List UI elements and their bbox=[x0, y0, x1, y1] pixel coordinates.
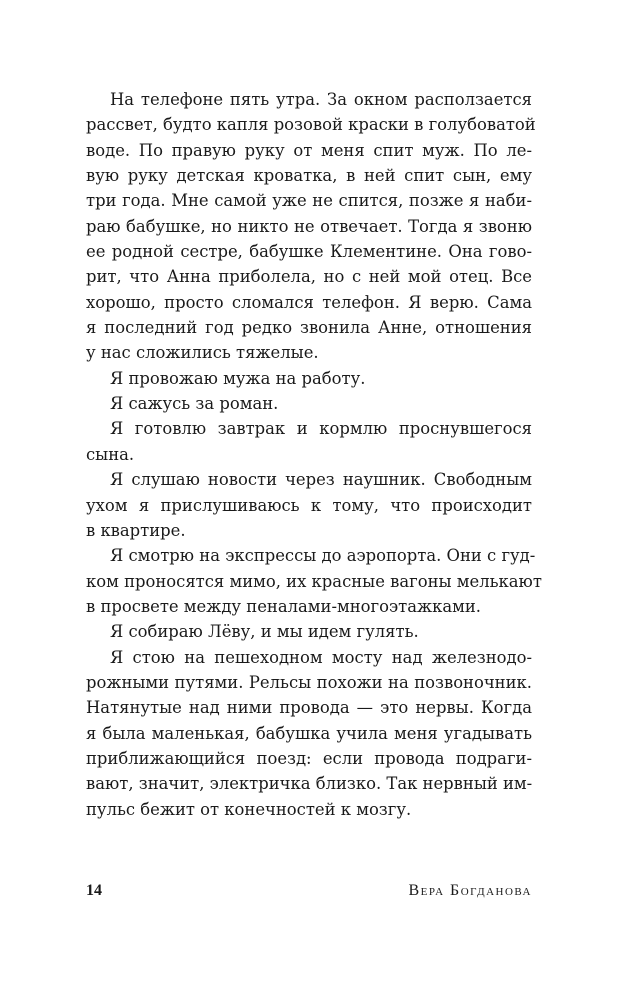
text-line: Я стою на пешеходном мосту над железнодо- bbox=[110, 647, 532, 667]
text-line: Я слушаю новости через наушник. Свободным bbox=[110, 470, 532, 490]
text-line: Я провожаю мужа на работу. bbox=[110, 368, 366, 388]
text-line: сына. bbox=[86, 444, 135, 464]
text-line: я последний год редко звонила Анне, отношения bbox=[86, 318, 532, 338]
text-line: Я сажусь за роман. bbox=[110, 394, 279, 414]
text-line: приближающийся поезд: если провода подраги- bbox=[86, 748, 532, 768]
text-line: Натянутые над ними провода — это нервы. Когда bbox=[86, 698, 532, 718]
text-line: раю бабушке, но никто не отвечает. Тогда я звоню bbox=[86, 216, 532, 236]
text-line: вают, значит, электричка близко. Так нервный им- bbox=[86, 774, 533, 794]
text-line: Я готовлю завтрак и кормлю проснувшегося bbox=[110, 419, 532, 439]
page-footer bbox=[86, 882, 532, 906]
text-line: ухом я прислушиваюсь к тому, что происходит bbox=[86, 495, 532, 515]
text-line: Я смотрю на экспрессы до аэропорта. Они с гуд- bbox=[110, 546, 536, 566]
text-line: ком проносятся мимо, их красные вагоны мелькают bbox=[86, 571, 542, 591]
text-line: рожными путями. Рельсы похожи на позвоночник. bbox=[86, 672, 532, 692]
text-line: вую руку детская кроватка, в ней спит сын, ему bbox=[86, 166, 532, 186]
running-head-author: Вера Богданова bbox=[408, 882, 532, 899]
text-line: хорошо, просто сломался телефон. Я верю. Сама bbox=[86, 292, 532, 312]
page-body bbox=[86, 87, 542, 822]
text-line: Я собираю Лёву, и мы идем гулять. bbox=[110, 622, 419, 642]
text-line: пульс бежит от конечностей к мозгу. bbox=[86, 799, 412, 819]
text-line: воде. По правую руку от меня спит муж. По ле- bbox=[86, 140, 532, 160]
text-line: у нас сложились тяжелые. bbox=[86, 343, 319, 363]
text-line: в квартире. bbox=[86, 520, 186, 540]
text-line: в просвете между пеналами-многоэтажками. bbox=[86, 596, 481, 616]
text-line: ее родной сестре, бабушке Клементине. Она гово- bbox=[86, 242, 532, 262]
text-line: рит, что Анна приболела, но с ней мой отец. Все bbox=[86, 267, 532, 287]
page-number: 14 bbox=[86, 882, 102, 899]
text-line: три года. Мне самой уже не спится, позже я наби- bbox=[86, 191, 532, 211]
text-line: рассвет, будто капля розовой краски в голубоватой bbox=[86, 115, 536, 135]
text-line: На телефоне пять утра. За окном расползается bbox=[110, 90, 532, 109]
text-line: я была маленькая, бабушка учила меня угадывать bbox=[86, 723, 532, 743]
